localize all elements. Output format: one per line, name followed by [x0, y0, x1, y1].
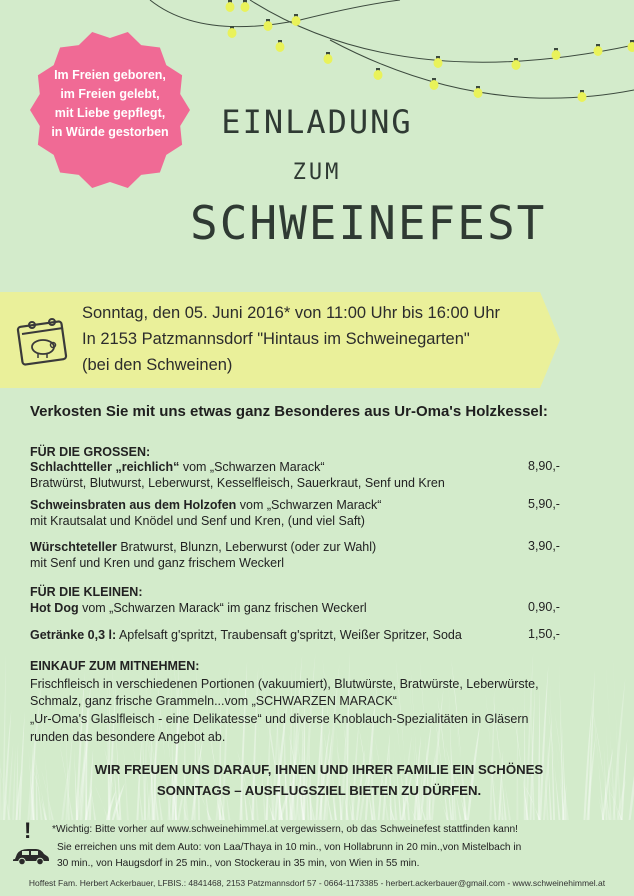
- shop-line: „Ur-Oma's Glaslfleisch - eine Delikatesse“ und diverse Knoblauch-Spezialitäten in Gläsern: [30, 712, 529, 726]
- menu-item-schlachtteller: [30, 459, 325, 476]
- light-bulb: [374, 70, 383, 80]
- light-bulb: [292, 16, 301, 26]
- badge-line: mit Liebe gepflegt,: [54, 106, 166, 120]
- item-title: Getränke 0,3 l:: [30, 628, 117, 642]
- item-title: Schlachtteller „reichlich“: [30, 460, 180, 474]
- banner-date-line: Sonntag, den 05. Juni 2016* von 11:00 Uhr bis 16:00 Uhr: [82, 304, 500, 322]
- item-from: vom „Schwarzen Marack“: [236, 498, 382, 512]
- light-bulb: [552, 50, 561, 60]
- badge-line: im Freien gelebt,: [60, 87, 160, 101]
- light-bulb: [474, 88, 483, 98]
- badge-line: Im Freien geboren,: [54, 68, 166, 82]
- grass-blade: [621, 739, 628, 820]
- item-price: 3,90,-: [528, 539, 560, 553]
- closing-line: SONNTAGS – AUSFLUGSZIEL BIETEN ZU DÜRFEN.: [156, 783, 482, 798]
- light-bulb: [628, 42, 634, 52]
- item-title: Würschteteller: [30, 540, 117, 554]
- grass-blade: [12, 747, 15, 820]
- shop-line: Schmalz, ganz frische Grammeln...vom „SCHWARZEN MARACK“: [30, 694, 397, 708]
- light-bulb: [226, 2, 235, 12]
- grass-blade: [16, 742, 18, 820]
- item-price: 1,50,-: [528, 627, 560, 641]
- menu-heading: Verkosten Sie mit uns etwas ganz Besonderes aus Ur-Oma's Holzkessel:: [30, 403, 548, 420]
- item-price: 8,90,-: [528, 459, 560, 473]
- exclamation-icon: !: [24, 818, 32, 843]
- light-bulb: [324, 54, 333, 64]
- shop-line: Frischfleisch in verschiedenen Portionen (vakuumiert), Blutwürste, Bratwürste, Leberwürste,: [30, 677, 539, 691]
- menu-item-hotdog: [30, 600, 367, 617]
- important-note: *Wichtig: Bitte vorher auf www.schweinehimmel.at vergewissern, ob das Schweinefest stattfinden kann!: [52, 824, 519, 835]
- menu-item-schweinsbraten: [30, 497, 381, 514]
- light-bulb: [430, 80, 439, 90]
- item-price: 0,90,-: [528, 600, 560, 614]
- light-bulb: [578, 92, 587, 102]
- section-small-label: FÜR DIE KLEINEN:: [30, 585, 143, 599]
- item-desc: mit Krautsalat und Knödel und Senf und Kren, (und viel Saft): [30, 514, 365, 528]
- shop-line: runden das besondere Angebot ab.: [30, 730, 226, 744]
- footer-contact: Hoffest Fam. Herbert Ackerbauer, LFBIS.: 4841468, 2153 Patzmannsdorf 57 - 0664-1173385 - herbert.ackerbauer@gmail.com - www.schweinehimmel.at: [28, 878, 606, 888]
- item-from: vom „Schwarzen Marack“ im ganz frischen Weckerl: [78, 601, 367, 615]
- item-desc: mit Senf und Kren und ganz frischem Weckerl: [30, 556, 285, 570]
- item-price: 5,90,-: [528, 497, 560, 511]
- light-bulb: [594, 46, 603, 56]
- item-title: Schweinsbraten aus dem Holzofen: [30, 498, 237, 512]
- title-line-1: EINLADUNG: [221, 103, 413, 141]
- item-from: vom „Schwarzen Marack“: [179, 460, 325, 474]
- closing-line: WIR FREUEN UNS DARAUF, IHNEN UND IHRER FAMILIE EIN SCHÖNES: [94, 762, 544, 777]
- section-shop-label: EINKAUF ZUM MITNEHMEN:: [30, 659, 200, 673]
- item-title: Hot Dog: [30, 601, 79, 615]
- grass-blade: [0, 722, 2, 820]
- light-bulb: [434, 58, 443, 68]
- grass-blade: [36, 754, 38, 820]
- menu-item-wurschteteller: [30, 539, 376, 556]
- section-shop: [30, 658, 199, 675]
- travel-note-line-1: Sie erreichen uns mit dem Auto: von Laa/Thaya in 10 min., von Hollabrunn in 20 min.,von Mistelbach in: [57, 842, 522, 853]
- item-desc: Bratwürst, Blutwurst, Leberwurst, Kesselfleisch, Sauerkraut, Senf und Kren: [30, 476, 445, 490]
- section-big-label: FÜR DIE GROSSEN:: [30, 445, 151, 459]
- travel-note-line-2: 30 min., von Haugsdorf in 25 min., von Stockerau in 35 min, von Wien in 55 min.: [57, 858, 420, 869]
- badge-line: in Würde gestorben: [51, 125, 169, 139]
- light-bulb: [276, 42, 285, 52]
- title-line-3: SCHWEINEFEST: [190, 196, 547, 250]
- section-small: [30, 584, 143, 601]
- light-bulb: [228, 28, 237, 38]
- item-from: Bratwurst, Blunzn, Leberwurst (oder zur Wahl): [116, 540, 377, 554]
- title-line-2: ZUM: [292, 160, 342, 185]
- item-from: Apfelsaft g'spritzt, Traubensaft g'spritzt, Weißer Spritzer, Soda: [116, 628, 462, 642]
- light-bulb: [264, 21, 273, 31]
- closing-message: [40, 759, 598, 801]
- light-bulb: [241, 2, 250, 12]
- banner-place-line: In 2153 Patzmannsdorf "Hintaus im Schweinegarten": [82, 330, 470, 348]
- banner-note-line: (bei den Schweinen): [82, 356, 233, 374]
- grass-blade: [629, 730, 634, 820]
- calendar-pig-icon: [16, 314, 68, 368]
- menu-item-drinks: [30, 627, 462, 644]
- light-bulb: [512, 60, 521, 70]
- grass-blade: [19, 711, 25, 820]
- badge-text: [32, 66, 188, 142]
- car-icon: [12, 846, 50, 866]
